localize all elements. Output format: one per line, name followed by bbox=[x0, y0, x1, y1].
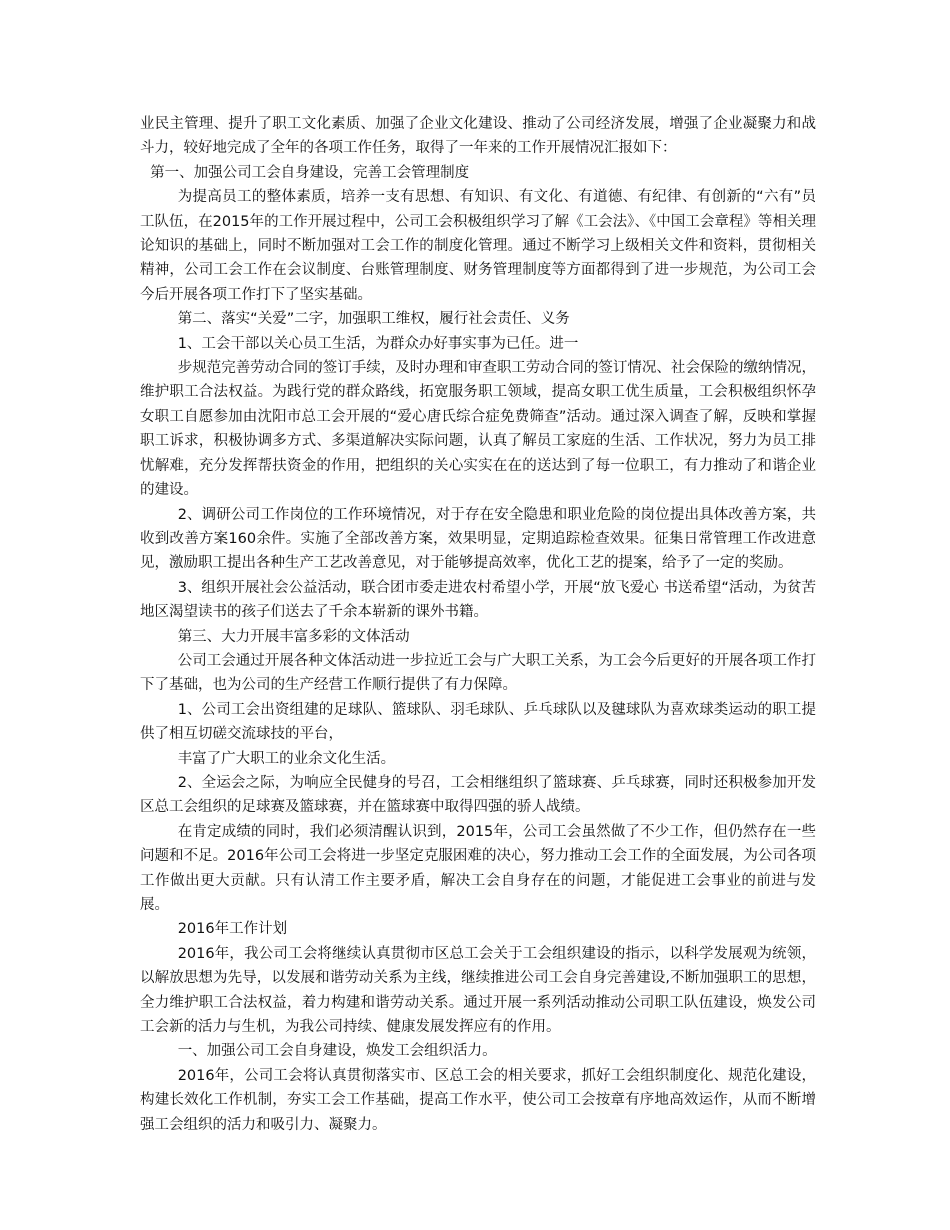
paragraph-item-1-lead: 1、工会干部以关心员工生活，为群众办好事实事为已任。进一 bbox=[177, 335, 579, 352]
paragraph-summary: 在肯定成绩的同时，我们必须清醒认识到，2015年，公司工会虽然做了不少工作，但仍然存在一些问题和不足。2016年公司工会将进一步坚定克服困难的决心，努力推动工会工作的全面发展，为公司各项工作做出更大贡献。只有认清工作主要矛盾，解决工会自身存在的问题，才能促进工会事业的前进与发展。 bbox=[140, 823, 816, 913]
paragraph-item-3: 3、组织开展社会公益活动，联合团市委走进农村希望小学，开展“放飞爱心 书送希望“活动，为贫苦地区渴望读书的孩子们送去了千余本崭新的课外书籍。 bbox=[140, 579, 816, 621]
paragraph-item-2: 2、调研公司工作岗位的工作环境情况，对于存在安全隐患和职业危险的岗位提出具体改善方案，共收到改善方案160余件。实施了全部改善方案，效果明显，定期追踪检查效果。征集日常管理工作改进意见，激励职工提出各种生产工艺改善意见，对于能够提高效率，优化工艺的提案，给予了一定的奖励。 bbox=[140, 506, 816, 572]
heading-section-1: 第一、加强公司工会自身建设，完善工会管理制度 bbox=[150, 164, 470, 181]
paragraph-plan-item-1-body: 2016年，公司工会将认真贯彻落实市、区总工会的相关要求，抓好工会组织制度化、规范化建设，构建长效化工作机制，夯实工会工作基础，提高工作水平，使公司工会按章有序地高效运作，从而不断增强工会组织的活力和吸引力、凝聚力。 bbox=[140, 1067, 816, 1133]
paragraph-intro: 业民主管理、提升了职工文化素质、加强了企业文化建设、推动了公司经济发展，增强了企业凝聚力和战斗力，较好地完成了全年的各项工作任务，取得了一年来的工作开展情况汇报如下： bbox=[140, 116, 816, 157]
paragraph-item-1-body: 步规范完善劳动合同的签订手续，及时办理和审查职工劳动合同的签订情况、社会保险的缴纳情况，维护职工合法权益。为践行党的群众路线，拓宽服务职工领域，提高女职工优生质量，工会积极组织怀孕女职工自愿参加由沈阳市总工会开展的“爱心唐氏综合症免费筛查”活动。通过深入调查了解，反映和掌握职工诉求，积极协调多方式、多渠道解决实际问题，认真了解员工家庭的生活、工作状况，努力为员工排忧解难，充分发挥帮扶资金的作用，把组织的关心实实在在的送达到了每一位职工，有力推动了和谐企业的建设。 bbox=[140, 360, 816, 499]
document-page bbox=[140, 112, 816, 1137]
heading-plan-2016: 2016年工作计划 bbox=[177, 921, 288, 938]
heading-plan-item-1: 一、加强公司工会自身建设，焕发工会组织活力。 bbox=[177, 1043, 497, 1060]
paragraph-sports-2: 2、全运会之际，为响应全民健身的号召，工会相继组织了篮球赛、乒乓球赛，同时还积极参加开发区总工会组织的足球赛及篮球赛，并在篮球赛中取得四强的骄人战绩。 bbox=[140, 774, 816, 816]
heading-section-3: 第三、大力开展丰富多彩的文体活动 bbox=[177, 628, 410, 645]
paragraph-sports-1: 1、公司工会出资组建的足球队、篮球队、羽毛球队、乒乓球队以及毽球队为喜欢球类运动的职工提供了相互切磋交流球技的平台， bbox=[140, 701, 816, 743]
paragraph-sports-1-cont: 丰富了广大职工的业余文化生活。 bbox=[177, 750, 396, 767]
heading-section-2: 第二、落实“关爱”二字，加强职工维权，履行社会责任、义务 bbox=[177, 311, 570, 328]
paragraph-plan-body: 2016年，我公司工会将继续认真贯彻市区总工会关于工会组织建设的指示，以科学发展观为统领，以解放思想为先导，以发展和谐劳动关系为主线，继续推进公司工会自身完善建设,不断加强职工的思想，全力维护职工合法权益，着力构建和谐劳动关系。通过开展一系列活动推动公司职工队伍建设，焕发公司工会新的活力与生机，为我公司持续、健康发展发挥应有的作用。 bbox=[140, 945, 816, 1036]
paragraph-section-1-body: 为提高员工的整体素质，培养一支有思想、有知识、有文化、有道德、有纪律、有创新的“六有”员工队伍，在2015年的工作开展过程中，公司工会积极组织学习了解《工会法》、《中国工会章程》等相关理论知识的基础上，同时不断加强对工会工作的制度化管理。通过不断学习上级相关文件和资料，贯彻相关精神，公司工会工作在会议制度、台账管理制度、财务管理制度等方面都得到了进一步规范，为公司工会今后开展各项工作打下了坚实基础。 bbox=[140, 189, 816, 303]
paragraph-section-3-body: 公司工会通过开展各种文体活动进一步拉近工会与广大职工关系，为工会今后更好的开展各项工作打下了基础，也为公司的生产经营工作顺行提供了有力保障。 bbox=[140, 652, 816, 694]
